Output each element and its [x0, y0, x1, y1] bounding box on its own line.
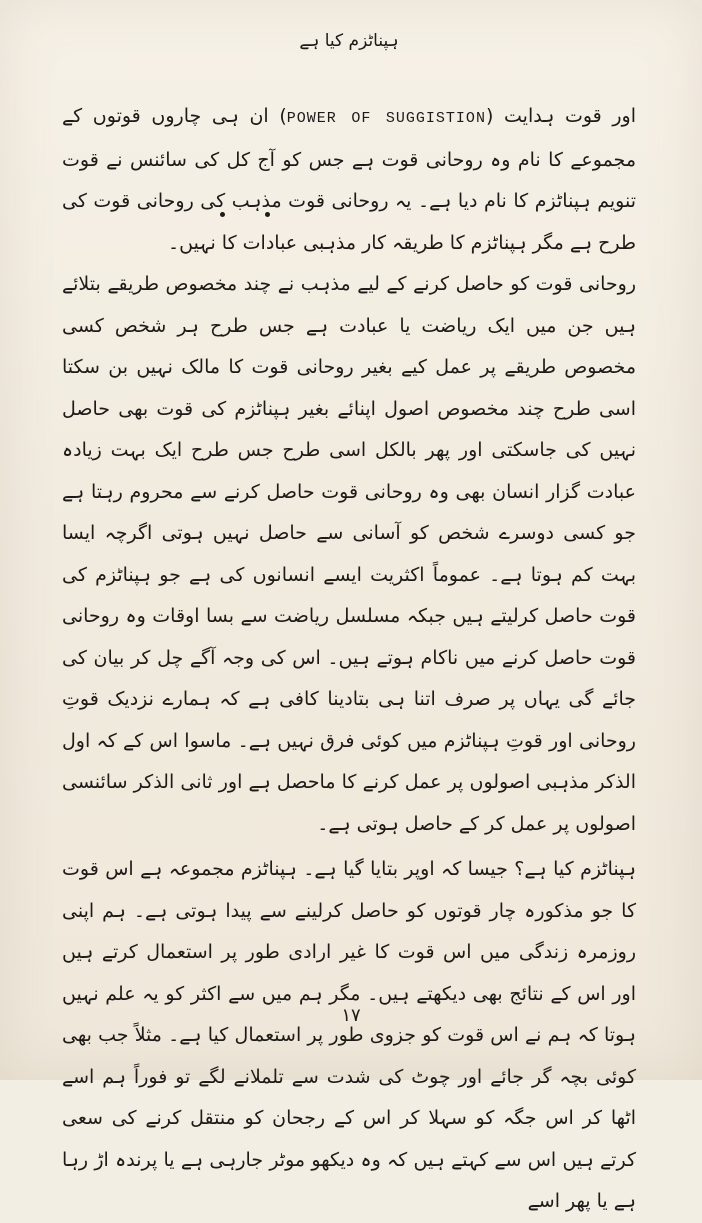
paragraph-1-start: اور قوت ہدایت (: [485, 105, 636, 127]
page-header: ہپناٹزم کیا ہے: [299, 31, 399, 51]
page-number: ١٧: [341, 1005, 361, 1026]
paragraph-2: روحانی قوت کو حاصل کرنے کے لیے مذہب نے چند مخصوص طریقے بتلائے ہیں جن میں ایک ریاضت یا عبادت ہے جس طرح ہر شخص کسی مخصوص طریقے پر عمل کیے بغیر روحانی قوت کا مالک نہیں بن سکتا اسی طرح چند مخصوص اصول اپنائے بغیر ہپناٹزم کی قوت بھی حاصل نہیں کی جاسکتی اور پھر بالکل اسی طرح جس طرح ایک بہت زیادہ عبادت گزار انسان بھی وہ روحانی قوت حاصل کرنے سے محروم رہتا ہے جو کسی دوسرے شخص کو آسانی سے حاصل نہیں ہوتی اگرچہ ایسا بہت کم ہوتا ہے۔ عموماً اکثریت ایسے انسانوں کی ہے جو ہپناٹزم کی قوت حاصل کرلیتے ہیں جبکہ مسلسل ریاضت سے بسا اوقات وہ روحانی قوت حاصل کرنے میں ناکام ہوتے ہیں۔ اس کی وجہ آگے چل کر بیان کی جائے گی یہاں پر صرف اتنا ہی بتادینا کافی ہے کہ ہمارے نزدیک قوتِ روحانی اور قوتِ ہپناٹزم میں کوئی فرق نہیں ہے۔ ماسوا اس کے کہ اول الذکر مذہبی اصولوں پر عمل کرنے کا ماحصل ہے اور ثانی الذکر سائنسی اصولوں پر عمل کر کے حاصل ہوتی ہے۔: [62, 273, 636, 835]
paragraph-1: [62, 96, 636, 264]
ink-dots: [220, 212, 280, 220]
paragraph-1-end: ) ان ہی چاروں قوتوں کے مجموعے کا نام وہ روحانی قوت ہے جس کو آج کل کی سائنس نے قوت تنویم ہپناٹزم کا نام دیا ہے۔ یہ روحانی قوت مذہب کی روحانی قوت کی طرح ہے مگر ہپناٹزم کا طریقہ کار مذہبی عبادات کا نہیں۔: [62, 105, 636, 254]
paragraph-3: ہپناٹزم کیا ہے؟ جیسا کہ اوپر بتایا گیا ہے۔ ہپناٹزم مجموعہ ہے اس قوت کا جو مذکورہ چار قوتوں کو حاصل کرلینے سے پیدا ہوتی ہے۔ ہم اپنی روزمرہ زندگی میں اس قوت کا غیر ارادی طور پر استعمال کرتے ہیں اور اس کے نتائج بھی دیکھتے ہیں۔ مگر ہم میں سے اکثر کو یہ علم نہیں ہوتا کہ ہم نے اس قوت کو جزوی طور پر استعمال کیا ہے۔ مثلاً جب بھی کوئی بچہ گر جائے اور چوٹ کی شدت سے تلملانے لگے تو فوراً ہم اسے اٹھا کر اس جگہ کو سہلا کر اس کے رجحان کو منتقل کرنے کی سعی کرتے ہیں اس سے کہتے ہیں کہ وہ دیکھو موٹر جارہی ہے یا پرندہ اڑ رہا ہے یا پھر اسے: [62, 858, 636, 1212]
ink-dot: [265, 212, 270, 217]
ink-dot: [220, 212, 225, 217]
english-term: POWER OF SUGGISTION: [286, 110, 486, 127]
